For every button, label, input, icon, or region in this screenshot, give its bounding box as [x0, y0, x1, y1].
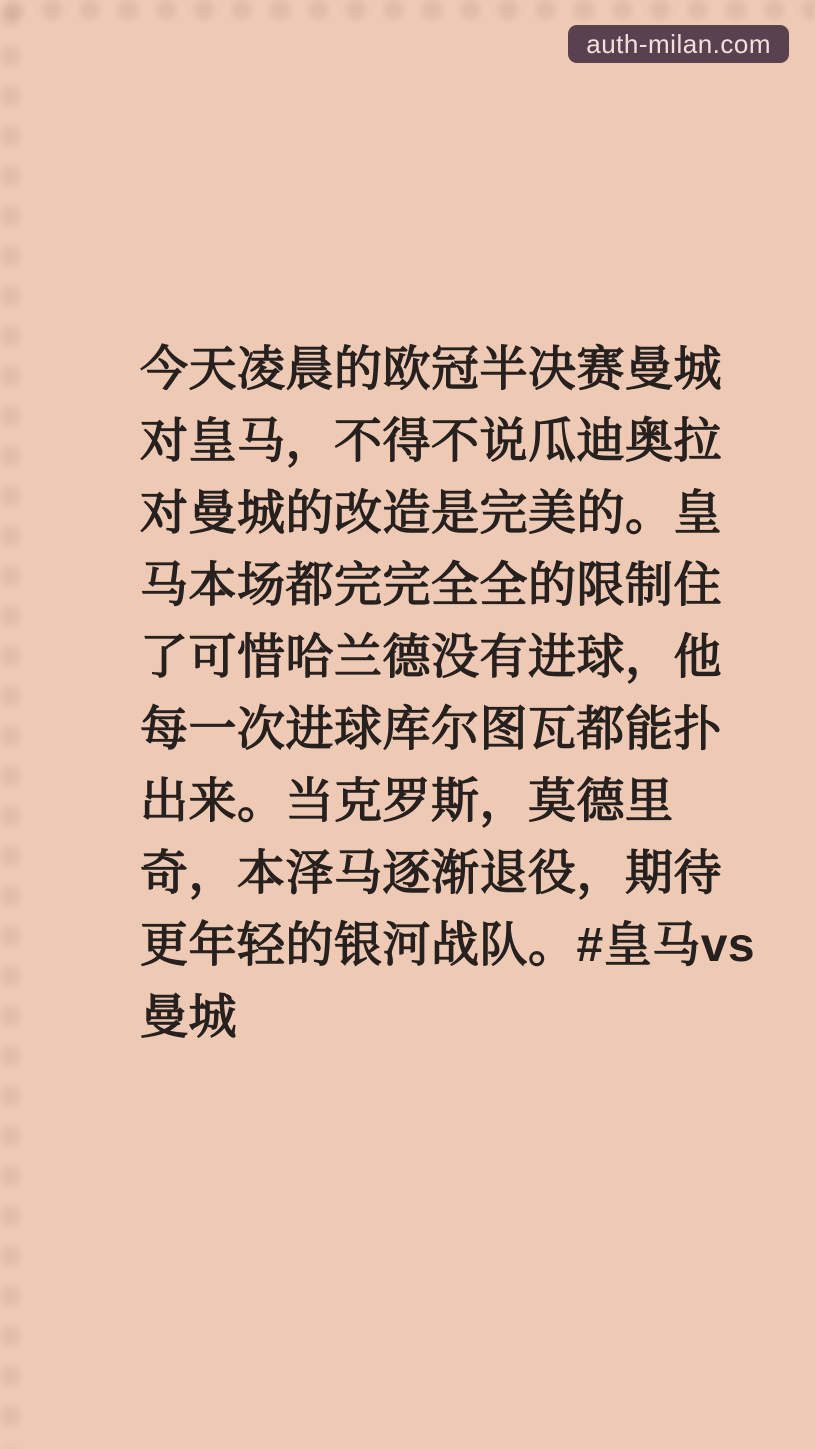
edge-texture-top: [0, 0, 815, 26]
edge-texture-left: [0, 0, 24, 1449]
text-line: 曼城: [140, 991, 238, 1044]
text-line: 马本场都完完全全的限制住: [140, 559, 723, 612]
text-line: 更年轻的银河战队。#皇马vs: [140, 919, 756, 972]
post-text: [140, 334, 756, 1054]
text-line: 奇，本泽马逐渐退役，期待: [140, 847, 723, 900]
text-line: 出来。当克罗斯，莫德里: [140, 775, 674, 828]
text-line: 对曼城的改造是完美的。皇: [140, 487, 723, 540]
watermark-badge: auth-milan.com: [568, 25, 789, 63]
text-line: 今天凌晨的欧冠半决赛曼城: [140, 343, 723, 396]
text-line: 对皇马，不得不说瓜迪奥拉: [140, 415, 723, 468]
text-line: 了可惜哈兰德没有进球，他: [140, 631, 723, 684]
text-line: 每一次进球库尔图瓦都能扑: [140, 703, 723, 756]
